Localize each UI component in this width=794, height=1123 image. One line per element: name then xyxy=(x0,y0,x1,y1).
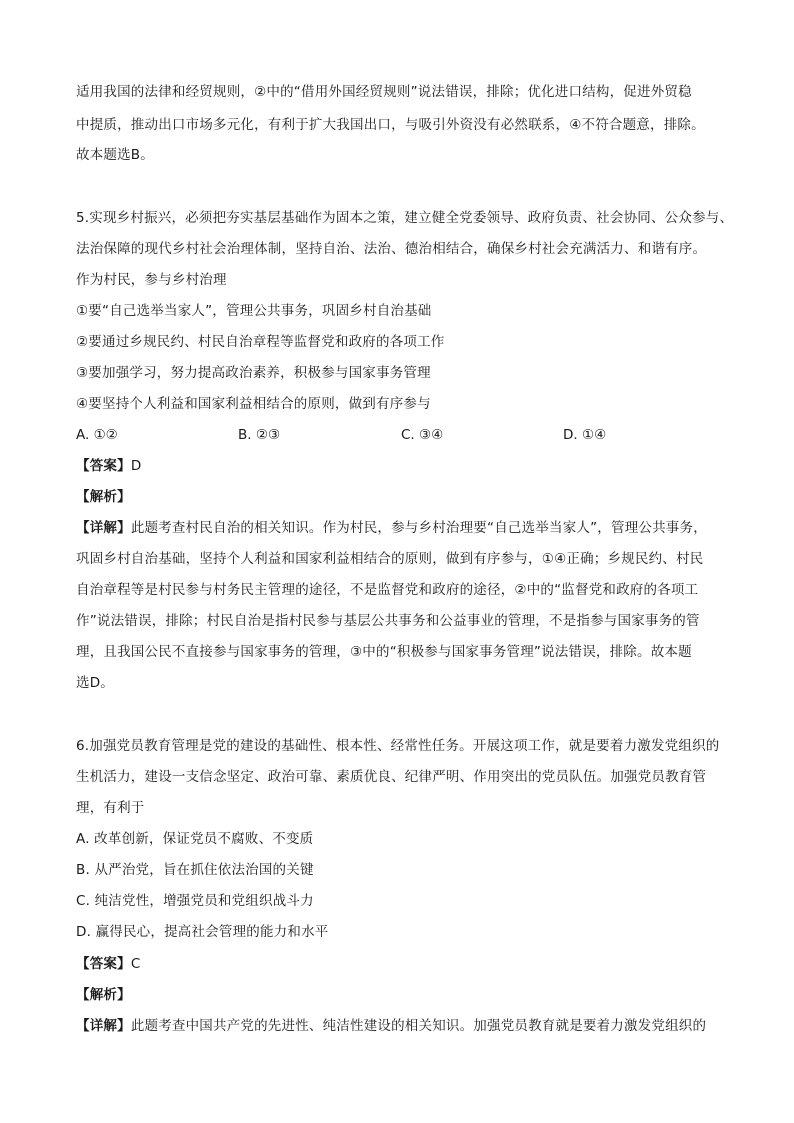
q5-option-b: B. ②③ xyxy=(238,427,281,443)
q6-analysis-tag: 【解析】 xyxy=(76,987,131,1003)
q6-detail-text-1: 此题考查中国共产党的先进性、纯洁性建设的相关知识。加强党员教育就是要着力激发党组织的 xyxy=(130,1018,707,1034)
q5-detail-line-5: 理，且我国公民不直接参与国家事务的管理，③中的“积极参与国家事务管理”说法错误，排除。故本题 xyxy=(76,644,692,660)
q5-detail-line-2: 巩固乡村自治基础，坚持个人利益和国家利益相结合的原则，做到有序参与，①④正确；乡规民约、村民 xyxy=(76,551,704,567)
q5-detail-line-6: 选D。 xyxy=(76,675,114,691)
q5-stem-line-3: 作为村民，参与乡村治理 xyxy=(76,272,227,288)
q5-statement-3: ③要加强学习，努力提高政治素养，积极参与国家事务管理 xyxy=(76,365,431,381)
carry-over-line-2: 中提质，推动出口市场多元化，有利于扩大我国出口，与吸引外资没有必然联系，④不符合题意，排除。 xyxy=(76,117,705,133)
q6-stem-line-1: 6.加强党员教育管理是党的建设的基础性、根本性、经常性任务。开展这项工作，就是要着力激发党组织的 xyxy=(76,738,720,754)
q6-stem-line-2: 生机活力，建设一支信念坚定、政治可靠、素质优良、纪律严明、作用突出的党员队伍。加强党员教育管 xyxy=(76,769,707,785)
q6-option-b: B. 从严治党，旨在抓住依法治国的关键 xyxy=(76,862,314,878)
q5-detail-line-4: 作”说法错误，排除；村民自治是指村民参与基层公共事务和公益事业的管理，不是指参与国家事务的管 xyxy=(76,613,700,629)
q5-detail-line-3: 自治章程等是村民参与村务民主管理的途径，不是监督党和政府的途径，②中的“监督党和政府的各项工 xyxy=(76,582,699,598)
q5-statement-2: ②要通过乡规民约、村民自治章程等监督党和政府的各项工作 xyxy=(76,334,445,350)
q5-detail-text-1: 此题考查村民自治的相关知识。作为村民，参与乡村治理要“自己选举当家人”，管理公共事务， xyxy=(130,520,707,536)
q5-statement-1: ①要“自己选举当家人”，管理公共事务，巩固乡村自治基础 xyxy=(76,303,432,319)
q6-option-d: D. 赢得民心，提高社会管理的能力和水平 xyxy=(76,924,329,940)
q5-stem-line-2: 法治保障的现代乡村社会治理体制，坚持自治、法治、德治相结合，确保乡村社会充满活力、和谐有序。 xyxy=(76,241,707,257)
q5-stem-line-1: 5.实现乡村振兴，必须把夯实基层基础作为固本之策，建立健全党委领导、政府负责、社会协同、公众参与、 xyxy=(76,210,734,226)
q5-option-a: A. ①② xyxy=(76,427,118,443)
q6-analysis-heading xyxy=(76,985,736,1005)
q6-answer-tag: 【答案】 xyxy=(76,956,131,972)
q6-answer-value: C xyxy=(130,956,141,972)
q5-answer-value: D xyxy=(130,458,142,474)
q6-detail-tag: 【详解】 xyxy=(76,1018,131,1034)
q5-detail-tag: 【详解】 xyxy=(76,520,131,536)
q5-answer xyxy=(76,456,736,476)
q6-option-c: C. 纯洁党性，增强党员和党组织战斗力 xyxy=(76,893,314,909)
q5-analysis-tag: 【解析】 xyxy=(76,489,131,505)
q5-analysis-heading xyxy=(76,487,736,507)
q6-answer xyxy=(76,954,736,974)
q5-option-c: C. ③④ xyxy=(401,427,444,443)
carry-over-line-3: 故本题选B。 xyxy=(76,147,154,163)
q6-detail-line-1 xyxy=(76,1016,736,1036)
q5-detail-line-1 xyxy=(76,518,736,538)
q5-option-d: D. ①④ xyxy=(563,427,607,443)
q6-stem-line-3: 理，有利于 xyxy=(76,800,145,816)
q5-statement-4: ④要坚持个人利益和国家利益相结合的原则，做到有序参与 xyxy=(76,396,431,412)
q5-answer-tag: 【答案】 xyxy=(76,458,131,474)
q6-option-a: A. 改革创新，保证党员不腐败、不变质 xyxy=(76,831,314,847)
carry-over-line-1: 适用我国的法律和经贸规则，②中的“借用外国经贸规则”说法错误，排除；优化进口结构，促进外贸稳 xyxy=(76,84,692,100)
